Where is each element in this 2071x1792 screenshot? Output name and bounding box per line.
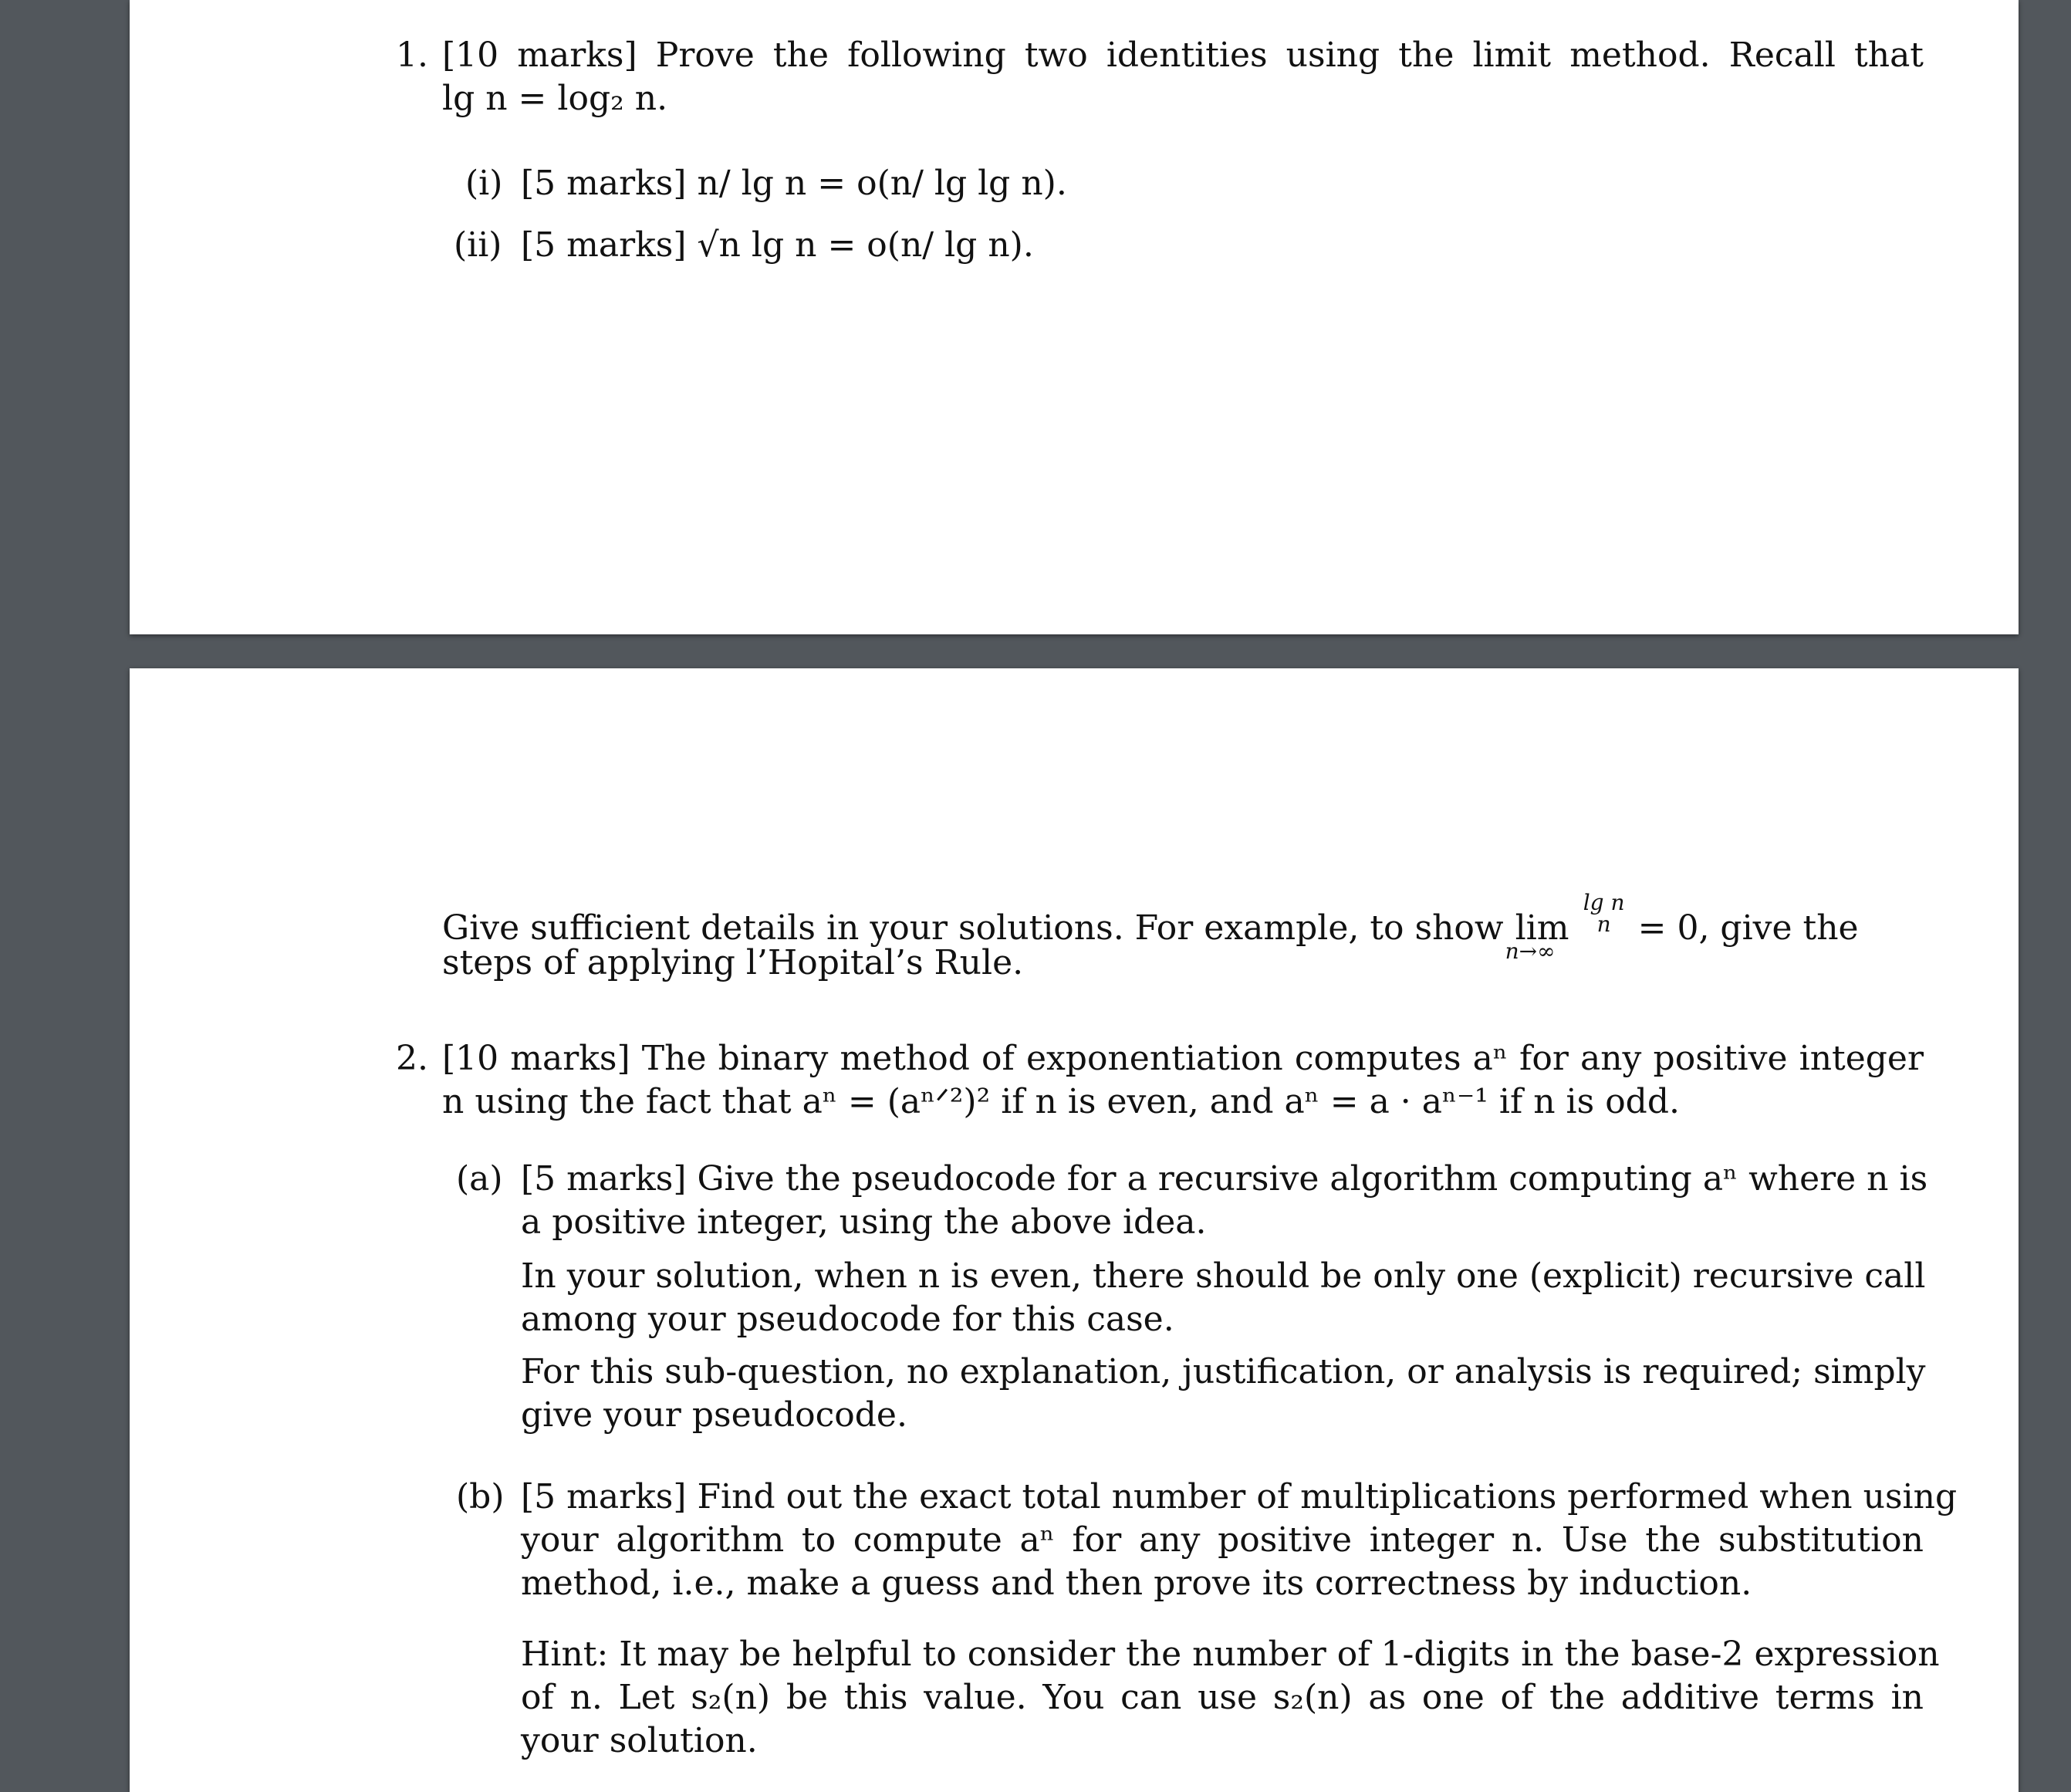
limit-fraction	[1581, 892, 1627, 935]
hint-line-2: of n. Let s₂(n) be this value. You can use s₂(n) as one of the additive terms in	[521, 1678, 1924, 1717]
part-b-line-3: method, i.e., make a guess and then prove its correctness by induction.	[521, 1564, 1752, 1603]
limit-operator: lim	[1515, 908, 1569, 948]
fraction-numerator: lg n	[1583, 890, 1625, 915]
hint-line-1: Hint: It may be helpful to consider the number of 1-digits in the base-2 expression	[521, 1635, 1940, 1674]
note-line-2: steps of applying l’Hopital’s Rule.	[442, 943, 1024, 982]
item-ii-label: (ii)	[454, 225, 502, 265]
note-line-1-after: = 0, give the	[1637, 908, 1859, 948]
part-a-line-4: among your pseudocode for this case.	[521, 1300, 1174, 1339]
question-2-line-2: n using the fact that aⁿ = (aⁿᐟ²)² if n is even, and aⁿ = a · aⁿ⁻¹ if n is odd.	[442, 1082, 1681, 1121]
fraction-denominator: n	[1596, 911, 1611, 937]
part-b-label: (b)	[456, 1477, 505, 1516]
item-ii-text: [5 marks] √n lg n = o(n/ lg n).	[521, 225, 1034, 265]
limit-subscript: n→∞	[1505, 938, 1556, 964]
document-page-2	[130, 668, 2019, 1792]
question-2-number: 2.	[396, 1039, 428, 1078]
part-a-line-5: For this sub-question, no explanation, justification, or analysis is required; simply	[521, 1352, 1926, 1391]
part-a-line-6: give your pseudocode.	[521, 1395, 907, 1435]
item-i-label: (i)	[465, 164, 503, 203]
part-a-line-3: In your solution, when n is even, there should be only one (explicit) recursive call	[521, 1256, 1926, 1296]
question-1-line-1: [10 marks] Prove the following two identities using the limit method. Recall that	[442, 36, 1924, 75]
question-2-line-1: [10 marks] The binary method of exponentiation computes aⁿ for any positive integer	[442, 1039, 1924, 1078]
part-b-line-2: your algorithm to compute aⁿ for any positive integer n. Use the substitution	[521, 1520, 1924, 1560]
part-a-line-2: a positive integer, using the above idea.	[521, 1202, 1207, 1242]
question-1-number: 1.	[396, 36, 428, 75]
note-line-1-before: Give sufficient details in your solutions. For example, to show	[442, 908, 1504, 948]
part-a-label: (a)	[456, 1159, 503, 1199]
hint-line-3: your solution.	[521, 1721, 758, 1760]
item-i-text: [5 marks] n/ lg n = o(n/ lg lg n).	[521, 164, 1067, 203]
limit-expression	[1505, 907, 1570, 964]
document-page-1	[130, 0, 2019, 634]
question-1-line-2: lg n = log₂ n.	[442, 79, 668, 118]
part-a-line-1: [5 marks] Give the pseudocode for a recursive algorithm computing aⁿ where n is	[521, 1159, 1928, 1199]
part-b-line-1: [5 marks] Find out the exact total number of multiplications performed when using	[521, 1477, 1958, 1516]
